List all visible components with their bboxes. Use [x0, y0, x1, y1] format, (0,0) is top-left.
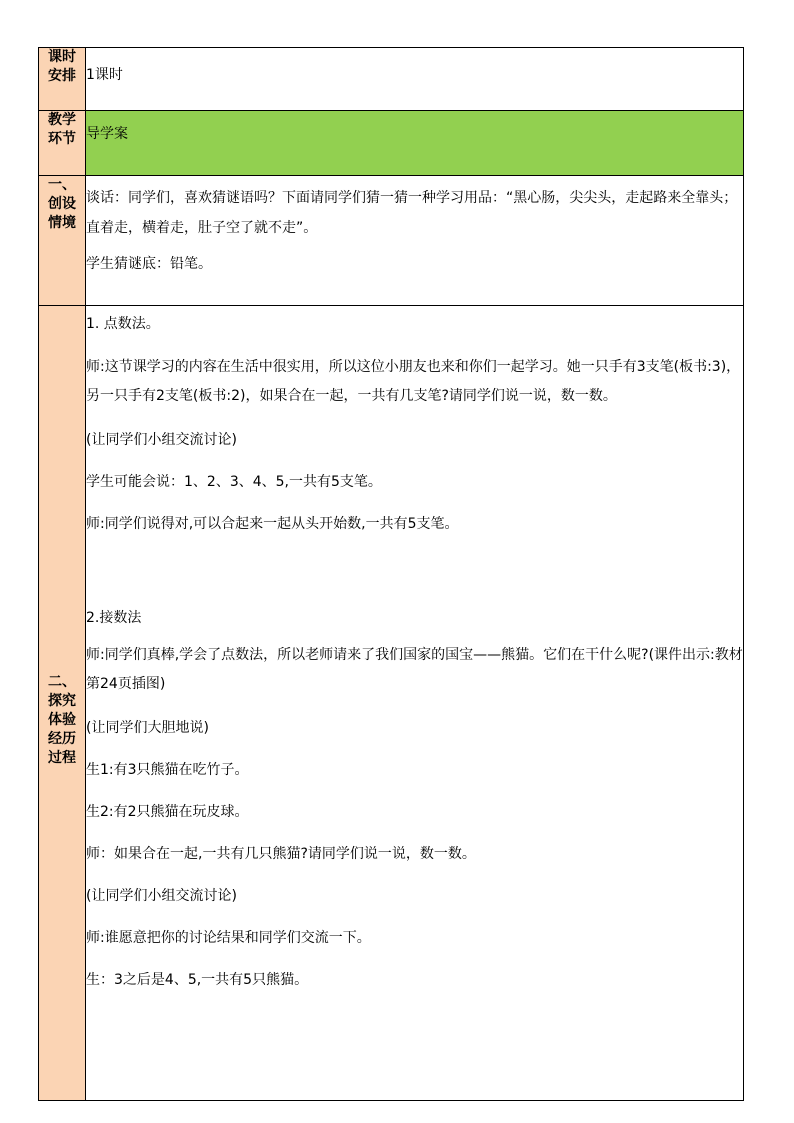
- explore-paragraph: 师:同学们真棒,学会了点数法，所以老师请来了我们国家的国宝——熊猫。它们在干什么呢?(课件出示:教材第24页插图): [86, 647, 743, 692]
- explore-paragraph: (让同学们小组交流讨论): [86, 432, 237, 448]
- explore-row: [39, 306, 744, 1101]
- section-value: 导学案: [86, 111, 744, 176]
- intro-row: [39, 176, 744, 306]
- explore-paragraph: 师:同学们说得对,可以合起来一起从头开始数,一共有5支笔。: [86, 516, 459, 532]
- explore-paragraph: 1. 点数法。: [86, 316, 160, 332]
- intro-paragraph: 谈话：同学们，喜欢猜谜语吗？下面请同学们猜一猜一种学习用品：“黑心肠，尖尖头，走起路来全靠头；直着走，横着走，肚子空了就不走”。: [86, 190, 738, 236]
- lesson-plan-table: [38, 47, 744, 1101]
- explore-paragraph: 生1:有3只熊猫在吃竹子。: [86, 762, 249, 778]
- explore-paragraph: 生2:有2只熊猫在玩皮球。: [86, 804, 249, 820]
- explore-paragraph: 师:谁愿意把你的讨论结果和同学们交流一下。: [86, 930, 371, 946]
- explore-paragraph: 师：如果合在一起,一共有几只熊猫?请同学们说一说，数一数。: [86, 846, 476, 862]
- section-row: [39, 111, 744, 176]
- intro-content: [86, 176, 744, 306]
- explore-paragraph: 学生可能会说：1、2、3、4、5,一共有5支笔。: [86, 474, 382, 490]
- schedule-value: 1课时: [86, 48, 744, 111]
- explore-paragraph: 师:这节课学习的内容在生活中很实用，所以这位小朋友也来和你们一起学习。她一只手有3支笔(板书:3)，另一只手有2支笔(板书:2)，如果合在一起，一共有几支笔?请同学们说一说，数一数。: [86, 359, 741, 404]
- explore-paragraph: (让同学们小组交流讨论): [86, 888, 237, 904]
- explore-label: 二、探究体验经历过程: [39, 306, 86, 1101]
- schedule-label: 课时安排: [39, 48, 86, 111]
- explore-subtitle: 2.接数法: [86, 610, 142, 626]
- schedule-row: [39, 48, 744, 111]
- explore-paragraph: 生：3之后是4、5,一共有5只熊猫。: [86, 972, 309, 988]
- explore-paragraph: (让同学们大胆地说): [86, 720, 209, 736]
- explore-content: [86, 306, 744, 1101]
- intro-paragraph: 学生猜谜底：铅笔。: [86, 256, 212, 272]
- section-label: 教学环节: [39, 111, 86, 176]
- intro-label: 一、创设情境: [39, 176, 86, 306]
